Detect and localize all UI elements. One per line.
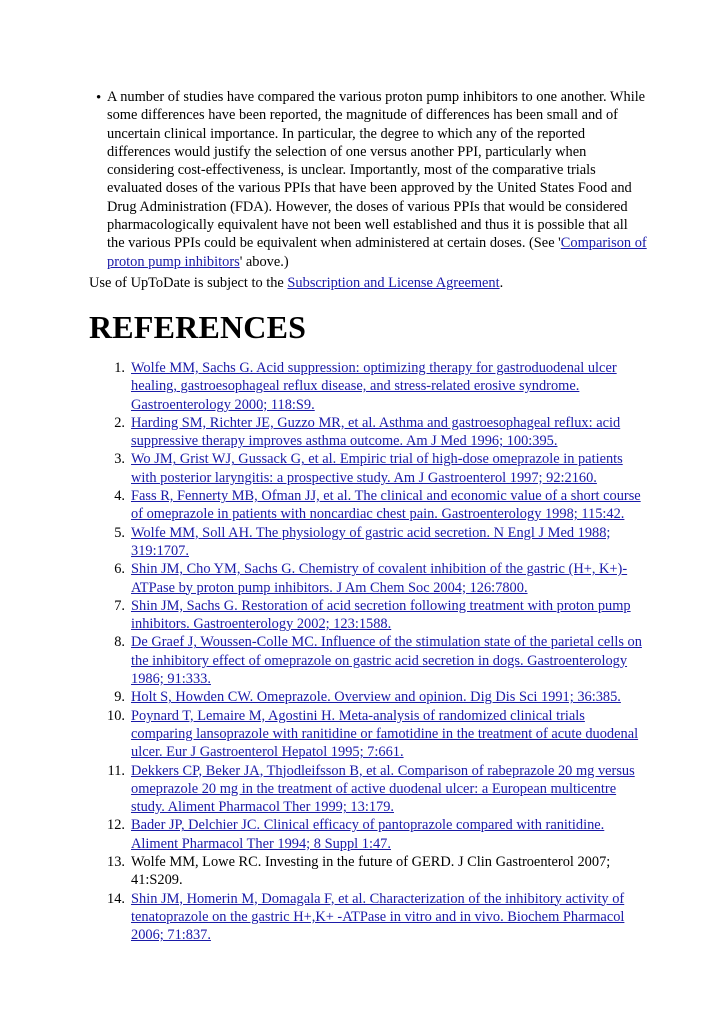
reference-item <box>89 707 649 762</box>
summary-bullet <box>96 88 647 271</box>
reference-number: 2. <box>114 414 125 431</box>
reference-text: Wolfe MM, Lowe RC. Investing in the future of GERD. J Clin Gastroenterol 2007; 41:S209. <box>131 854 611 889</box>
license-agreement-link[interactable]: Subscription and License Agreement <box>287 275 500 291</box>
reference-number: 10. <box>107 707 125 724</box>
reference-item <box>89 890 649 945</box>
reference-link[interactable]: Shin JM, Sachs G. Restoration of acid secretion following treatment with proton pump inhibitors. Gastroenterology 2002; 123:1588. <box>131 597 631 633</box>
reference-item <box>89 816 649 853</box>
reference-item <box>89 359 649 414</box>
bullet-icon: • <box>96 90 102 106</box>
license-notice <box>89 274 689 292</box>
reference-item <box>89 414 649 451</box>
comparison-link[interactable]: Comparison of proton pump inhibitors <box>107 235 647 270</box>
summary-text-pre: A number of studies have compared the various proton pump inhibitors to one another. While some differences have been reported, the magnitude of differences has been small and of uncertain clinical importance. In particular, the degree to which any of the reported differences would justify the selection of one versus another PPI, particularly when considering cost-effectiveness, is unclear. Importantly, most of the comparative trials evaluated doses of the various PPIs that have been approved by the United States Food and Drug Administration (FDA). However, the doses of various PPIs that would be considered pharmacologically equivalent have not been well established and thus it is possible that all the various PPIs could be equivalent when administered at certain doses. (See ' <box>107 89 646 252</box>
reference-number: 13. <box>107 854 125 871</box>
reference-link[interactable]: Dekkers CP, Beker JA, Thjodleifsson B, et al. Comparison of rabeprazole 20 mg versus omeprazole 20 mg in the treatment of active duodenal ulcer: a European multicentre study. Aliment Pharmacol Ther 1999; 13:179. <box>131 762 635 816</box>
license-notice-pre: Use of UpToDate is subject to the <box>89 275 288 291</box>
reference-link[interactable]: Wolfe MM, Sachs G. Acid suppression: optimizing therapy for gastroduodenal ulcer healing, gastroesophageal reflux disease, and stress-related erosive syndrome. Gastroenterology 2000; 118:S9. <box>131 360 617 413</box>
reference-number: 1. <box>114 360 125 376</box>
license-notice-post: . <box>499 275 504 291</box>
reference-link[interactable]: Wo JM, Grist WJ, Gussack G, et al. Empiric trial of high-dose omeprazole in patients with posterior laryngitis: a prospective study. Am J Gastroenterol 1997; 92:2160. <box>131 451 623 486</box>
reference-item <box>89 597 649 634</box>
reference-number: 12. <box>107 817 125 834</box>
reference-item <box>89 633 649 688</box>
reference-link[interactable]: Bader JP, Delchier JC. Clinical efficacy of pantoprazole compared with ranitidine. Aliment Pharmacol Ther 1994; 8 Suppl 1:47. <box>131 817 605 852</box>
reference-link[interactable]: Wolfe MM, Soll AH. The physiology of gastric acid secretion. N Engl J Med 1988; 319:1707. <box>131 524 611 559</box>
summary-bullet-text <box>107 88 647 271</box>
references-list <box>89 359 649 945</box>
reference-link[interactable]: Fass R, Fennerty MB, Ofman JJ, et al. The clinical and economic value of a short course of omeprazole in patients with noncardiac chest pain. Gastroenterology 1998; 115:42. <box>131 488 641 523</box>
reference-number: 3. <box>114 451 125 468</box>
reference-number: 9. <box>114 689 125 706</box>
reference-number: 7. <box>114 597 125 614</box>
reference-item <box>89 450 649 487</box>
reference-item <box>89 762 649 817</box>
reference-number: 6. <box>114 561 125 578</box>
reference-link[interactable]: Harding SM, Richter JE, Guzzo MR, et al. Asthma and gastroesophageal reflux: acid suppressive therapy improves asthma outcome. Am J Med 1996; 100:395. <box>131 414 621 450</box>
reference-item <box>89 524 649 561</box>
reference-number: 11. <box>107 762 125 779</box>
references-heading: REFERENCES <box>89 309 307 345</box>
reference-number: 14. <box>107 890 125 907</box>
reference-number: 8. <box>114 634 125 651</box>
reference-link[interactable]: De Graef J, Woussen-Colle MC. Influence of the stimulation state of the parietal cells on the inhibitory effect of omeprazole on gastric acid secretion in dogs. Gastroenterology 1986; 91:333. <box>131 634 642 688</box>
reference-link[interactable]: Holt S, Howden CW. Omeprazole. Overview and opinion. Dig Dis Sci 1991; 36:385. <box>131 689 621 706</box>
reference-item <box>89 853 649 890</box>
summary-text-post: ' above.) <box>239 253 289 270</box>
reference-link[interactable]: Shin JM, Homerin M, Domagala F, et al. Characterization of the inhibitory activity of tenatoprazole on the gastric H+,K+ -ATPase in vitro and in vivo. Biochem Pharmacol 2006; 71:837. <box>131 890 625 944</box>
reference-link[interactable]: Shin JM, Cho YM, Sachs G. Chemistry of covalent inhibition of the gastric (H+, K+)-ATPase by proton pump inhibitors. J Am Chem Soc 2004; 126:7800. <box>131 561 628 596</box>
reference-item <box>89 487 649 524</box>
reference-link[interactable]: Poynard T, Lemaire M, Agostini H. Meta-analysis of randomized clinical trials comparing lansoprazole with ranitidine or famotidine in the treatment of acute duodenal ulcer. Eur J Gastroenterol Hepatol 1995; 7:661. <box>131 707 639 761</box>
reference-number: 4. <box>114 488 125 505</box>
reference-item <box>89 688 649 706</box>
reference-number: 5. <box>114 524 125 541</box>
reference-item <box>89 560 649 597</box>
